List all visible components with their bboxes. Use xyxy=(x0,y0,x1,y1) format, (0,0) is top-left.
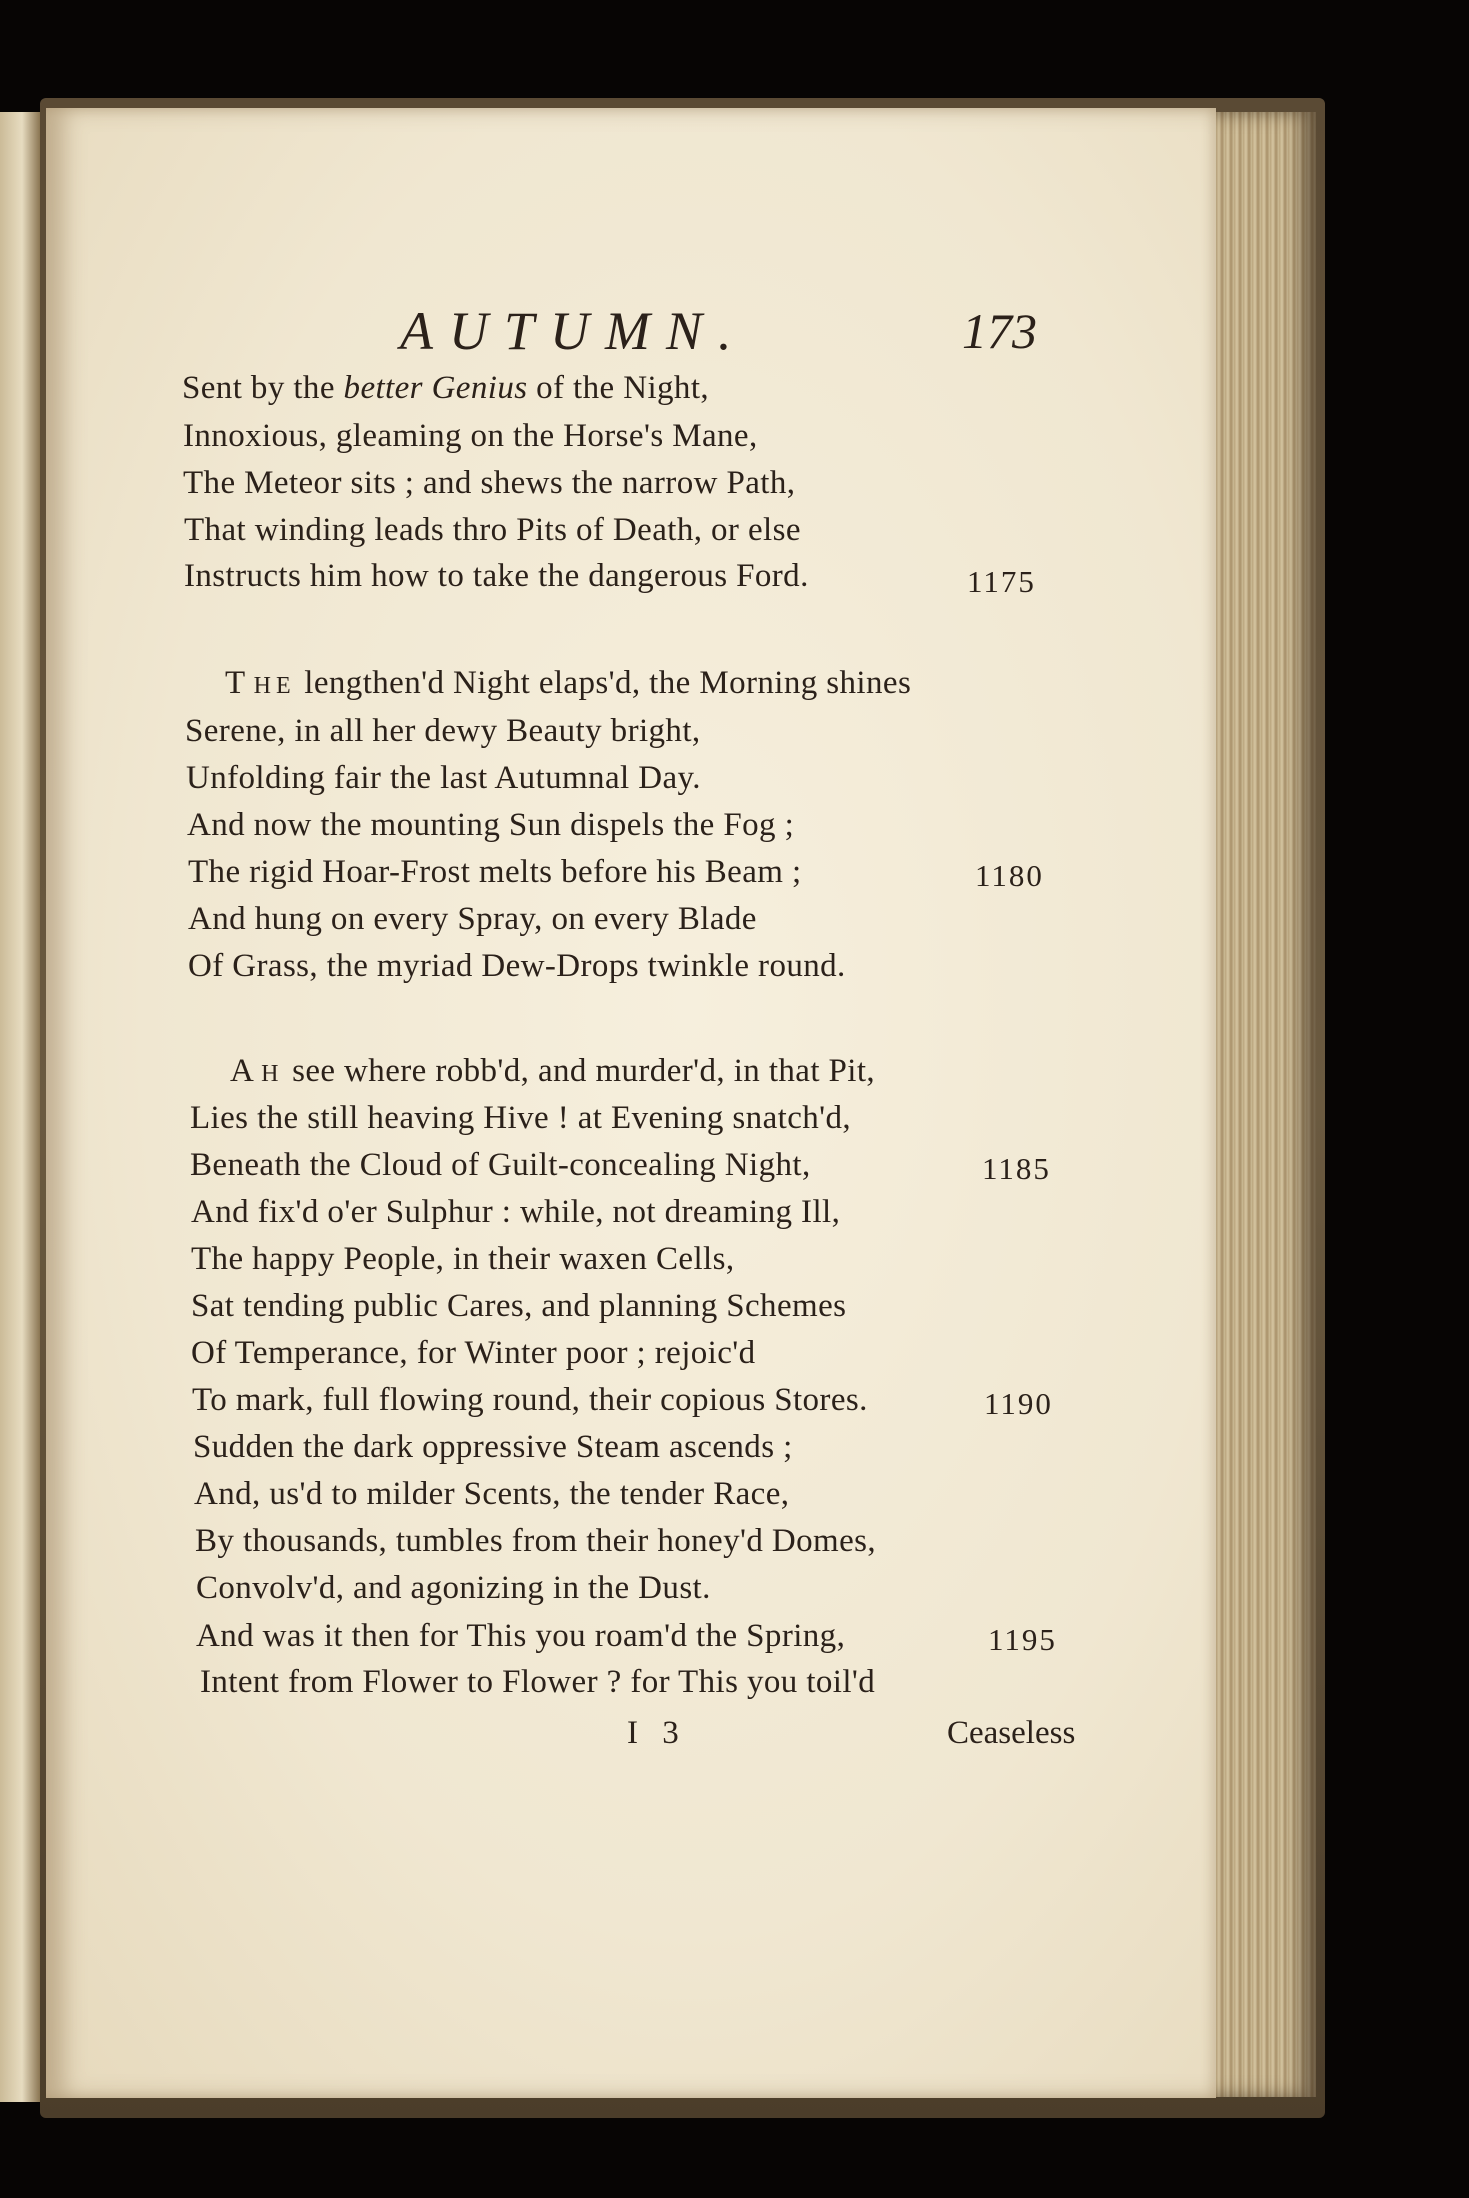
catchword: Ceaseless xyxy=(947,1715,1076,1751)
line-number: 1180 xyxy=(975,858,1044,893)
verse-line: That winding leads thro Pits of Death, or else xyxy=(184,512,801,548)
verse-line: Sat tending public Cares, and planning Schemes xyxy=(191,1288,847,1324)
verse-line: And was it then for This you roam'd the Spring, xyxy=(196,1618,846,1654)
page-number: 173 xyxy=(962,303,1037,359)
verse-line: T HE lengthen'd Night elaps'd, the Morning shines xyxy=(225,665,912,701)
verse-line: Innoxious, gleaming on the Horse's Mane, xyxy=(183,418,758,454)
verse-line: Instructs him how to take the dangerous Ford. xyxy=(184,558,809,594)
verse-line: A H see where robb'd, and murder'd, in that Pit, xyxy=(230,1053,876,1089)
page-block-edges xyxy=(1216,112,1316,2097)
verse-line: Serene, in all her dewy Beauty bright, xyxy=(185,713,701,749)
running-title: AUTUMN. xyxy=(400,301,748,361)
verse-line: Beneath the Cloud of Guilt-concealing Night, xyxy=(190,1147,811,1183)
verse-line: Convolv'd, and agonizing in the Dust. xyxy=(196,1570,711,1606)
line-number: 1185 xyxy=(982,1151,1051,1186)
line-number: 1195 xyxy=(988,1622,1057,1657)
verse-line: To mark, full flowing round, their copious Stores. xyxy=(192,1382,868,1418)
line-number: 1190 xyxy=(984,1386,1053,1421)
verse-line: By thousands, tumbles from their honey'd Domes, xyxy=(195,1523,877,1559)
verse-line: Sent by the better Genius of the Night, xyxy=(182,370,710,406)
verse-line: Sudden the dark oppressive Steam ascends ; xyxy=(193,1429,793,1465)
verse-line: And fix'd o'er Sulphur : while, not dreaming Ill, xyxy=(191,1194,841,1230)
verse-line: And hung on every Spray, on every Blade xyxy=(188,901,757,937)
verse-line: Unfolding fair the last Autumnal Day. xyxy=(186,760,701,796)
verse-line: The Meteor sits ; and shews the narrow Path, xyxy=(183,465,796,501)
verse-line: Intent from Flower to Flower ? for This you toil'd xyxy=(200,1664,876,1700)
verse-line: And now the mounting Sun dispels the Fog ; xyxy=(187,807,795,843)
verse-line: Lies the still heaving Hive ! at Evening snatch'd, xyxy=(190,1100,852,1136)
verse-line: And, us'd to milder Scents, the tender Race, xyxy=(194,1476,790,1512)
verse-line: The happy People, in their waxen Cells, xyxy=(191,1241,735,1277)
verse-line: Of Grass, the myriad Dew-Drops twinkle round. xyxy=(188,948,846,984)
verse-line: Of Temperance, for Winter poor ; rejoic'd xyxy=(191,1335,756,1371)
line-number: 1175 xyxy=(967,564,1036,599)
italic-phrase: better Genius xyxy=(343,370,528,406)
facing-page-edge xyxy=(0,112,40,2102)
verse-line: The rigid Hoar-Frost melts before his Beam ; xyxy=(188,854,802,890)
signature-mark: I 3 xyxy=(627,1715,687,1751)
